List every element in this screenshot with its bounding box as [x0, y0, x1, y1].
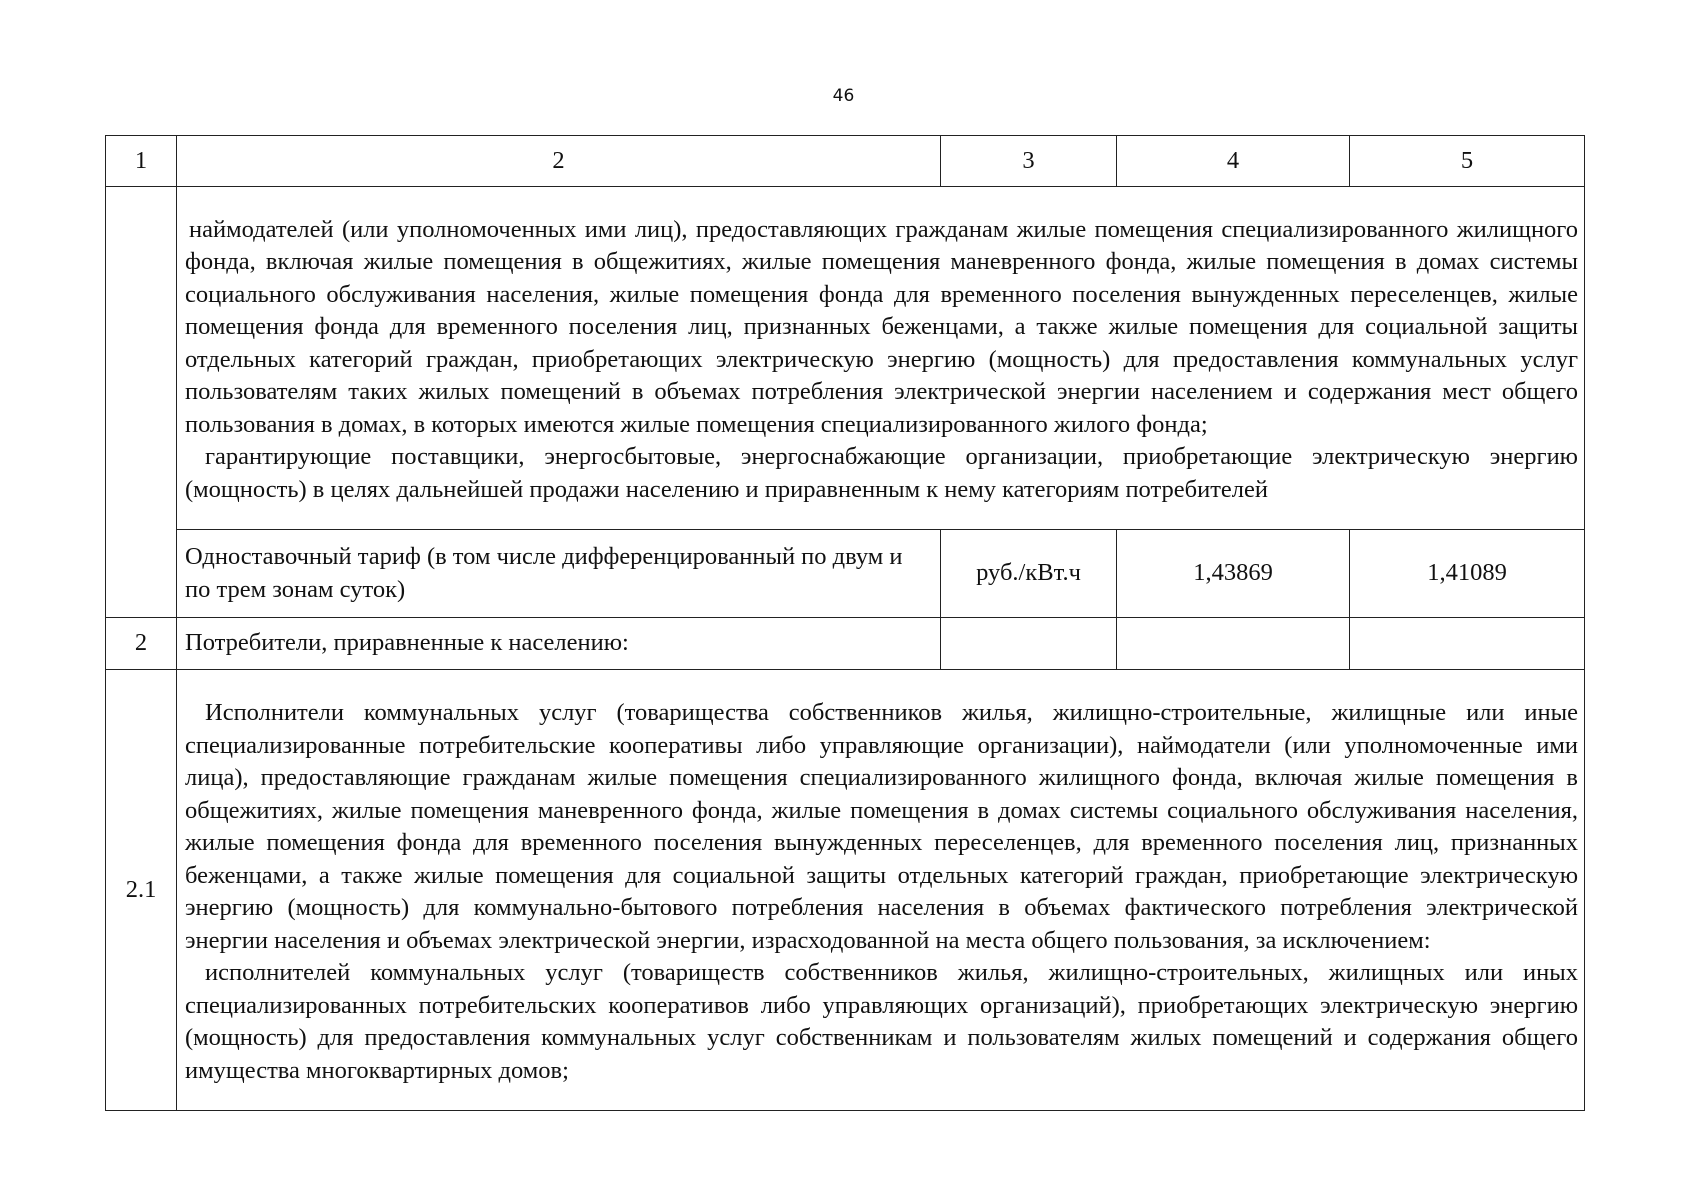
- table-row-tariff: [106, 530, 1585, 618]
- paragraph: гарантирующие поставщики, энергосбытовые, энергоснабжающие организации, приобретающие электрическую энергию (мощность) в целях дальнейшей продажи населению и приравненным к нему категориям потребителей: [185, 443, 1578, 503]
- table-row-continuation: [106, 187, 1585, 530]
- tariff-table: [105, 135, 1585, 1111]
- empty-cell: [941, 618, 1117, 670]
- empty-cell: [1117, 618, 1350, 670]
- row-number: 2.1: [106, 670, 177, 1111]
- header-col-5: 5: [1350, 136, 1585, 187]
- tariff-unit: руб./кВт.ч: [941, 530, 1117, 618]
- paragraph: Исполнители коммунальных услуг (товарищества собственников жилья, жилищно-строительные, жилищные или иные специализированные потребительские кооперативы либо управляющие организации), наймодатели (или уполномоченные ими лица), предоставляющие гражданам жилые помещения специализированного жилищного фонда, включая жилые помещения в общежитиях, жилые помещения маневренного фонда, жилые помещения в домах системы социального обслуживания населения, жилые помещения фонда для временного поселения вынужденных переселенцев, для временного поселения лиц, признанных беженцами, а также жилые помещения для социальной защиты отдельных категорий граждан, приобретающие электрическую энергию (мощность) для коммунально-бытового потребления населения в объемах фактического потребления электрической энергии населения и объемах электрической энергии, израсходованной на места общего пользования, за исключением:: [185, 699, 1578, 954]
- header-row: [106, 136, 1585, 187]
- row-number: 2: [106, 618, 177, 670]
- page-number: 46: [832, 86, 855, 106]
- header-col-3: 3: [941, 136, 1117, 187]
- tariff-name: Одноставочный тариф (в том числе дифференцированный по двум и по трем зонам суток): [177, 530, 941, 618]
- empty-cell: [1350, 618, 1585, 670]
- paragraph: исполнителей коммунальных услуг (товариществ собственников жилья, жилищно-строительных, жилищных или иных специализированных потребительских кооперативов либо управляющих организаций), приобретающих электрическую энергию (мощность) для предоставления коммунальных услуг собственникам и пользователям жилых помещений и содержания общего имущества многоквартирных домов;: [185, 959, 1578, 1084]
- continuation-text-cell: [177, 187, 1585, 530]
- row-number-empty: [106, 187, 177, 618]
- header-col-4: 4: [1117, 136, 1350, 187]
- header-col-2: 2: [177, 136, 941, 187]
- tariff-value-col4: 1,43869: [1117, 530, 1350, 618]
- row-2-1-text-cell: [177, 670, 1585, 1111]
- header-col-1: 1: [106, 136, 177, 187]
- tariff-value-col5: 1,41089: [1350, 530, 1585, 618]
- row-2-name: Потребители, приравненные к населению:: [177, 618, 941, 670]
- table-row-2-1: [106, 670, 1585, 1111]
- paragraph: наймодателей (или уполномоченных ими лиц), предоставляющих гражданам жилые помещения специализированного жилищного фонда, включая жилые помещения в общежитиях, жилые помещения маневренного фонда, жилые помещения в домах системы социального обслуживания населения, жилые помещения фонда для временного поселения вынужденных переселенцев, жилые помещения фонда для временного поселения лиц, признанных беженцами, а также жилые помещения для социальной защиты отдельных категорий граждан, приобретающих электрическую энергию (мощность) для предоставления коммунальных услуг пользователям таких жилых помещений в объемах потребления электрической энергии населением и содержания мест общего пользования в домах, в которых имеются жилые помещения специализированного жилого фонда;: [185, 215, 1578, 438]
- table-row-2: [106, 618, 1585, 670]
